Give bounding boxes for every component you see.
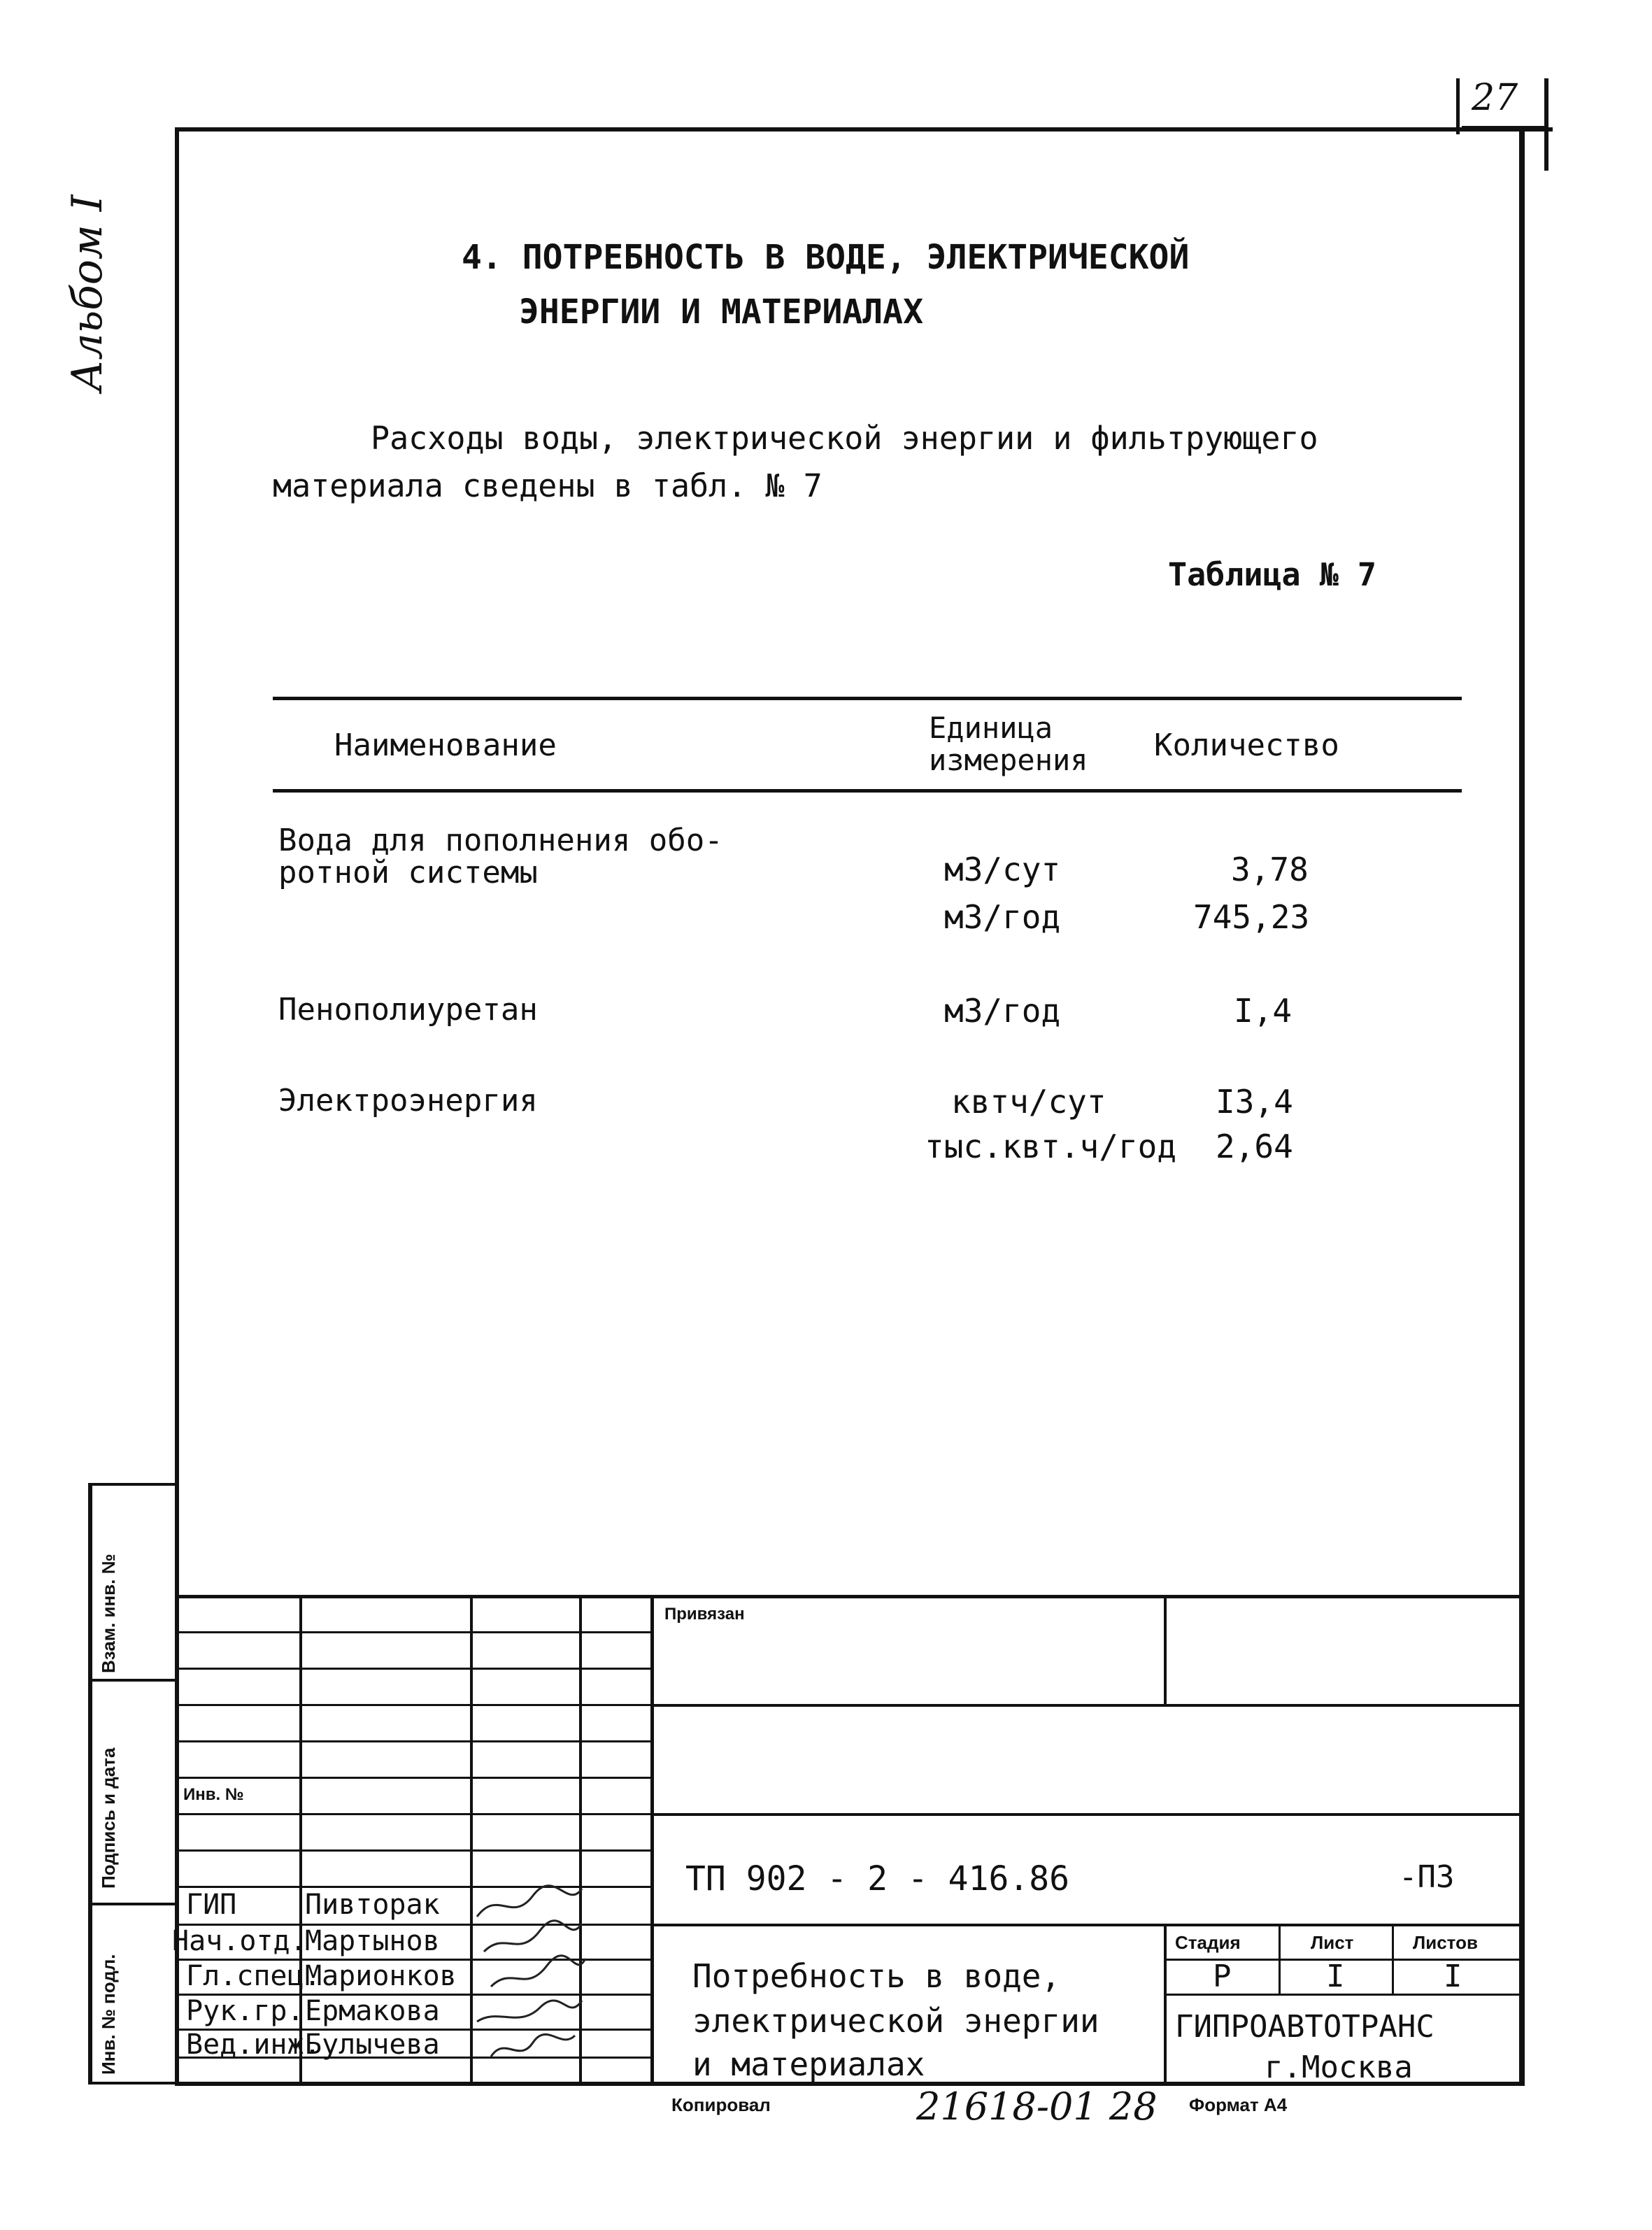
row2-name: Пенополиуретан (278, 992, 538, 1028)
page-number: 27 (1472, 77, 1518, 119)
footer-copied: Копировал (671, 2094, 771, 2115)
sheet-title-line3: и материалах (692, 2045, 925, 2083)
list-value: I (1326, 1959, 1345, 1994)
section-title-line2: ЭНЕРГИИ И МАТЕРИАЛАХ (519, 292, 923, 332)
table-label: Таблица № 7 (1168, 556, 1377, 593)
listov-value: I (1444, 1959, 1462, 1994)
row1-qty1: 3,78 (1231, 851, 1309, 888)
header-unit-line1: Единица (929, 711, 1053, 745)
person-role: Рук.гр. (186, 1995, 304, 2027)
doc-suffix: -ПЗ (1399, 1859, 1455, 1895)
row3-unit1: квтч/сут (951, 1083, 1106, 1121)
stadia-value: Р (1213, 1959, 1232, 1994)
section-title-line1: 4. ПОТРЕБНОСТЬ В ВОДЕ, ЭЛЕКТРИЧЕСКОЙ (462, 238, 1190, 277)
table-top-rule (273, 697, 1462, 700)
sheet-title-line1: Потребность в воде, (692, 1957, 1061, 1995)
intro-line2: материала сведены в табл. № 7 (273, 467, 823, 504)
signature-scribbles (470, 1882, 589, 2071)
person-name: Мартынов (305, 1925, 440, 1957)
header-name: Наименование (334, 727, 557, 763)
footer-number: 21618-01 28 (916, 2085, 1158, 2129)
row3-qty1: I3,4 (1216, 1083, 1293, 1121)
stamp-vzam: Взам. инв. № (98, 1554, 119, 1673)
album-note: Альбом I (63, 194, 112, 392)
organization: ГИПРОАВТОТРАНС (1175, 2009, 1434, 2045)
header-quantity: Количество (1154, 727, 1339, 763)
person-role: Гл.спец. (186, 1960, 321, 1992)
person-role: Нач.отд. (172, 1925, 307, 1957)
person-name: Ермакова (305, 1995, 440, 2027)
row2-unit1: м3/год (944, 992, 1061, 1030)
row1-name-line1: Вода для пополнения обо- (278, 823, 723, 858)
table-header-rule (273, 789, 1462, 793)
stamp-inv: Инв. № подл. (98, 1954, 119, 2075)
person-name: Пивторак (305, 1889, 440, 1921)
sheet-title-line2: электрической энергии (692, 2002, 1099, 2040)
city: г.Москва (1265, 2050, 1413, 2085)
row1-unit1: м3/сут (944, 851, 1061, 888)
doc-code: ТП 902 - 2 - 416.86 (685, 1859, 1070, 1898)
person-name: Булычева (305, 2029, 440, 2061)
listov-label: Листов (1413, 1932, 1478, 1953)
row3-name: Электроэнергия (278, 1083, 538, 1118)
row1-unit2: м3/год (944, 898, 1061, 936)
header-unit-line2: измерения (929, 743, 1088, 777)
person-role: Вед.инж. (186, 2029, 321, 2061)
inv-no-label: Инв. № (183, 1785, 244, 1804)
person-name: Марионков (305, 1960, 457, 1992)
stamp-podpis: Подпись и дата (98, 1747, 119, 1889)
list-label: Лист (1311, 1932, 1354, 1953)
privyazan-label: Привязан (664, 1605, 745, 1624)
person-role: ГИП (186, 1889, 237, 1921)
row1-qty2: 745,23 (1193, 898, 1310, 936)
footer-format: Формат А4 (1189, 2094, 1288, 2115)
intro-line1: Расходы воды, электрической энергии и фильтрующего (371, 420, 1318, 457)
row3-qty2: 2,64 (1216, 1128, 1293, 1165)
stadia-label: Стадия (1175, 1932, 1241, 1953)
row1-name-line2: ротной системы (278, 855, 538, 890)
row3-unit2: тыс.квт.ч/год (925, 1128, 1177, 1165)
row2-qty1: I,4 (1234, 992, 1293, 1030)
